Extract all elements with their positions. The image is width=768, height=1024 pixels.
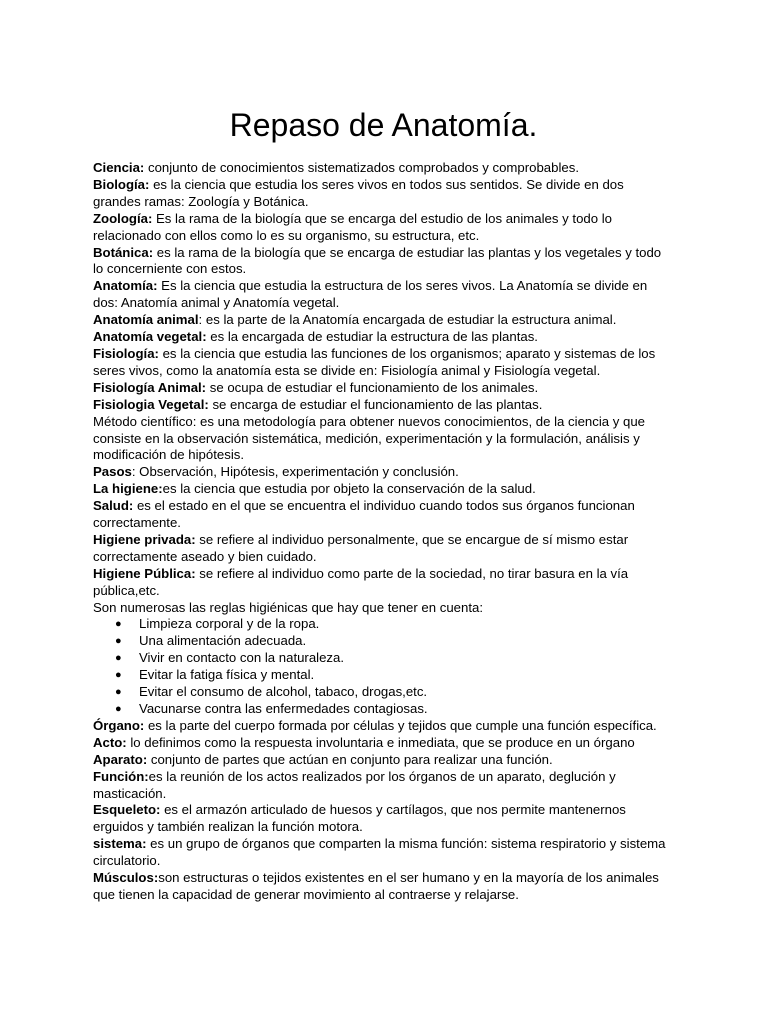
list-item-text: Evitar la fatiga física y mental. [139, 667, 315, 683]
list-item-text: Vacunarse contra las enfermedades contagiosas. [139, 701, 428, 716]
list-item [115, 616, 674, 633]
term: Músculos: [93, 870, 159, 886]
definition-text: Es la ciencia que estudia la estructura de los seres vivos. La Anatomía se divide en dos: Anatomía animal y Anatomía vegetal. [93, 278, 648, 311]
term: La higiene: [93, 481, 163, 497]
definition-text: es la rama de la biología que se encarga de estudiar las plantas y los vegetales y todo lo concerniente con estos. [93, 244, 662, 277]
definition-text: son estructuras o tejidos existentes en el ser humano y en la mayoría de los animales que tienen la capacidad de generar movimiento al contraerse y relajarse. [93, 870, 659, 902]
bullet-icon: ● [115, 652, 122, 665]
definition-biologia [93, 177, 674, 211]
definition-text: se encarga de estudiar el funcionamiento de las plantas. [208, 396, 543, 412]
term: Pasos [93, 464, 132, 480]
list-item [115, 633, 674, 650]
hygiene-rules-list [93, 616, 674, 717]
list-item [115, 650, 674, 667]
definition-pasos [93, 464, 674, 481]
definition-ciencia [93, 160, 674, 177]
definition-text: es el estado en el que se encuentra el individuo cuando todos sus órganos funcionan correctamente. [93, 498, 635, 531]
term: Anatomía animal [93, 312, 199, 328]
definition-text: Son numerosas las reglas higiénicas que hay que tener en cuenta: [93, 599, 484, 615]
definition-text: se ocupa de estudiar el funcionamiento de los animales. [206, 379, 539, 395]
list-item-text: Vivir en contacto con la naturaleza. [139, 650, 345, 666]
rules-intro [93, 600, 674, 617]
definition-text: : Observación, Hipótesis, experimentación y conclusión. [131, 464, 459, 480]
definition-text: es la ciencia que estudia por objeto la conservación de la salud. [162, 481, 536, 497]
definition-funcion [93, 769, 674, 803]
definition-botanica [93, 245, 674, 279]
term: Fisiologia Vegetal: [93, 396, 209, 412]
definition-fisiologia-animal [93, 380, 674, 397]
term: Fisiología Animal: [93, 379, 207, 395]
definition-text: es la reunión de los actos realizados por los órganos de un aparato, deglución y masticación. [93, 768, 616, 801]
definition-sistema [93, 836, 674, 870]
definition-zoologia [93, 211, 674, 245]
definition-aparato [93, 752, 674, 769]
definition-higiene [93, 481, 674, 498]
definition-salud [93, 498, 674, 532]
definitions-list-2 [93, 718, 674, 904]
term: sistema: [93, 836, 147, 852]
term: Función: [93, 768, 149, 784]
list-item [115, 684, 674, 701]
bullet-icon: ● [115, 669, 122, 682]
term: Fisiología: [93, 345, 159, 361]
list-item-text: Limpieza corporal y de la ropa. [139, 616, 320, 632]
bullet-icon: ● [115, 635, 122, 648]
definition-text: : es la parte de la Anatomía encargada de estudiar la estructura animal. [198, 312, 617, 328]
bullet-icon: ● [115, 686, 122, 699]
definition-higiene-privada [93, 532, 674, 566]
bullet-icon: ● [115, 618, 122, 631]
term: Órgano: [93, 717, 145, 733]
definition-text: Es la rama de la biología que se encarga del estudio de los animales y todo lo relacionado con ellos como lo es su organismo, su estructura, etc. [93, 210, 612, 243]
definition-text: conjunto de conocimientos sistematizados comprobados y comprobables. [144, 160, 579, 175]
definition-text: conjunto de partes que actúan en conjunto para realizar una función. [147, 751, 553, 767]
document-body [93, 160, 674, 904]
definition-anatomia [93, 278, 674, 312]
list-item [115, 701, 674, 718]
definition-acto [93, 735, 674, 752]
definition-text: Método científico: es una metodología para obtener nuevos conocimientos, de la ciencia y que consiste en la observación sistemática, medición, experimentación y la formulación, análisis y modificación de hipótesis. [93, 413, 646, 463]
list-item-text: Una alimentación adecuada. [139, 633, 307, 649]
definition-text: es el armazón articulado de huesos y cartílagos, que nos permite mantenernos erguidos y también realizan la función motora. [93, 802, 626, 835]
definition-metodo-cientifico [93, 414, 674, 465]
bullet-icon: ● [115, 703, 122, 715]
term: Salud: [93, 498, 134, 514]
definition-text: se refiere al individuo personalmente, que se encargue de sí mismo estar correctamente aseado y bien cuidado. [93, 531, 629, 564]
definition-text: es un grupo de órganos que comparten la misma función: sistema respiratorio y sistema circulatorio. [93, 836, 666, 869]
definition-musculos [93, 870, 674, 904]
term: Higiene Pública: [93, 565, 196, 581]
term: Botánica: [93, 244, 154, 260]
definition-fisiologia-vegetal [93, 397, 674, 414]
term: Zoología: [93, 210, 153, 226]
definition-anatomia-animal [93, 312, 674, 329]
definition-text: es la ciencia que estudia los seres vivos en todos sus sentidos. Se divide en dos grandes ramas: Zoología y Botánica. [93, 176, 624, 209]
definitions-list-1 [93, 160, 674, 616]
definition-text: es la ciencia que estudia las funciones de los organismos; aparato y sistemas de los seres vivos, como la anatomía esta se divide en: Fisiología animal y Fisiología vegetal. [93, 345, 656, 378]
definition-fisiologia [93, 346, 674, 380]
definition-organo [93, 718, 674, 735]
definition-text: es la encargada de estudiar la estructura de las plantas. [206, 329, 538, 345]
term: Higiene privada: [93, 531, 196, 547]
list-item-text: Evitar el consumo de alcohol, tabaco, drogas,etc. [139, 684, 428, 700]
definition-text: lo definimos como la respuesta involuntaria e inmediata, que se produce en un órgano [126, 734, 635, 750]
definition-esqueleto [93, 802, 674, 836]
definition-text: se refiere al individuo como parte de la sociedad, no tirar basura en la vía pública,etc. [93, 565, 629, 598]
term: Biología: [93, 176, 150, 192]
definition-anatomia-vegetal [93, 329, 674, 346]
list-item [115, 667, 674, 684]
definition-higiene-publica [93, 566, 674, 600]
term: Esqueleto: [93, 802, 161, 818]
term: Aparato: [93, 751, 148, 767]
term: Acto: [93, 734, 127, 750]
term: Anatomía vegetal: [93, 329, 207, 345]
term: Anatomía: [93, 278, 158, 294]
term: Ciencia: [93, 160, 145, 175]
page-title: Repaso de Anatomía. [229, 107, 538, 143]
definition-text: es la parte del cuerpo formada por células y tejidos que cumple una función específica. [144, 717, 657, 733]
